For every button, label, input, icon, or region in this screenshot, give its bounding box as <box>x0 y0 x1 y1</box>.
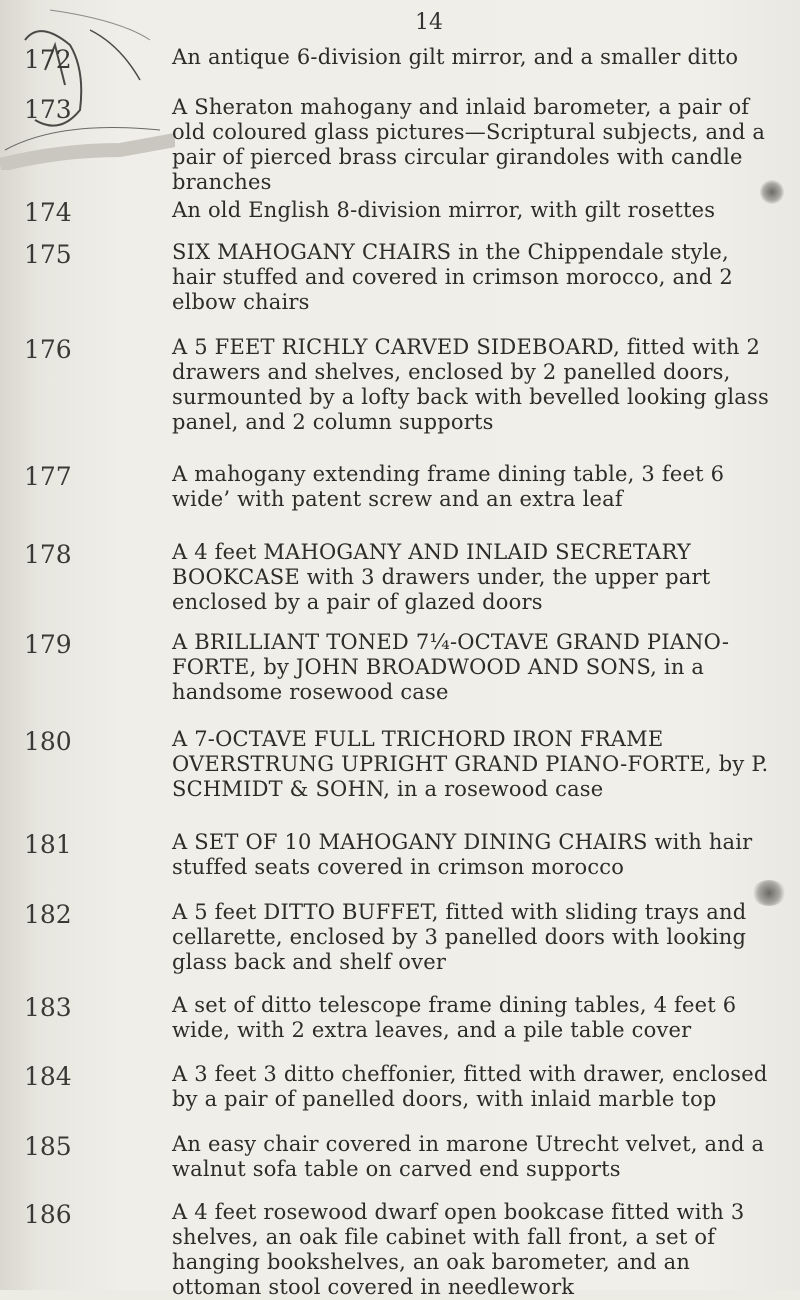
lot-number: 184 <box>24 1062 72 1091</box>
lot-number: 182 <box>24 900 72 929</box>
ink-spot <box>752 880 786 906</box>
lot-number: 185 <box>24 1132 72 1161</box>
lot-description: A SET OF 10 MAHOGANY DINING CHAIRS with hair stuffed seats covered in crimson morocco <box>172 830 753 879</box>
lot-description: A set of ditto telescope frame dining tables, 4 feet 6 wide, with 2 extra leaves, and a pile table cover <box>172 993 737 1042</box>
lot-description: A 5 feet DITTO BUFFET, fitted with sliding trays and cellarette, enclosed by 3 panelled doors with looking glass back and shelf over <box>172 900 747 974</box>
ink-spot <box>760 180 784 204</box>
damaged-corner-scribble <box>0 0 175 170</box>
lot-description: A 7-OCTAVE FULL TRICHORD IRON FRAME OVERSTRUNG UPRIGHT GRAND PIANO-FORTE, by P. SCHMIDT & SOHN, in a rosewood case <box>172 727 769 801</box>
lot-description: A BRILLIANT TONED 7¼-OCTAVE GRAND PIANO-FORTE, by JOHN BROADWOOD AND SONS, in a handsome rosewood case <box>172 630 730 704</box>
lot-number: 176 <box>24 335 72 364</box>
lot-description: SIX MAHOGANY CHAIRS in the Chippendale style, hair stuffed and covered in crimson morocco, and 2 elbow chairs <box>172 240 733 314</box>
lot-description: A Sheraton mahogany and inlaid barometer, a pair of old coloured glass pictures—Scriptural subjects, and a pair of pierced brass circular girandoles with candle branches <box>172 95 766 194</box>
lot-number: 175 <box>24 240 72 269</box>
lot-number: 172 <box>24 45 72 74</box>
lot-number: 179 <box>24 630 72 659</box>
lot-number: 183 <box>24 993 72 1022</box>
lot-number: 174 <box>24 198 72 227</box>
lot-description: An antique 6-division gilt mirror, and a smaller ditto <box>172 45 739 69</box>
lot-description: A 4 feet rosewood dwarf open bookcase fitted with 3 shelves, an oak file cabinet with fall front, a set of hanging bookshelves, an oak barometer, and an ottoman stool covered in needlework <box>172 1200 745 1299</box>
lot-number: 181 <box>24 830 72 859</box>
lot-description: An old English 8-division mirror, with gilt rosettes <box>172 198 716 222</box>
lot-number: 186 <box>24 1200 72 1229</box>
lot-description: An easy chair covered in marone Utrecht velvet, and a walnut sofa table on carved end supports <box>172 1132 765 1181</box>
page-number: 14 <box>415 10 443 35</box>
lot-description: A mahogany extending frame dining table, 3 feet 6 wide’ with patent screw and an extra leaf <box>172 462 725 511</box>
lot-number: 178 <box>24 540 72 569</box>
lot-number: 173 <box>24 95 72 124</box>
lot-description: A 3 feet 3 ditto cheffonier, fitted with drawer, enclosed by a pair of panelled doors, with inlaid marble top <box>172 1062 768 1111</box>
lot-number: 180 <box>24 727 72 756</box>
lot-description: A 5 FEET RICHLY CARVED SIDEBOARD, fitted with 2 drawers and shelves, enclosed by 2 panelled doors, surmounted by a lofty back with bevelled looking glass panel, and 2 column supports <box>172 335 769 434</box>
lot-description: A 4 feet MAHOGANY AND INLAID SECRETARY BOOKCASE with 3 drawers under, the upper part enclosed by a pair of glazed doors <box>172 540 711 614</box>
lot-number: 177 <box>24 462 72 491</box>
